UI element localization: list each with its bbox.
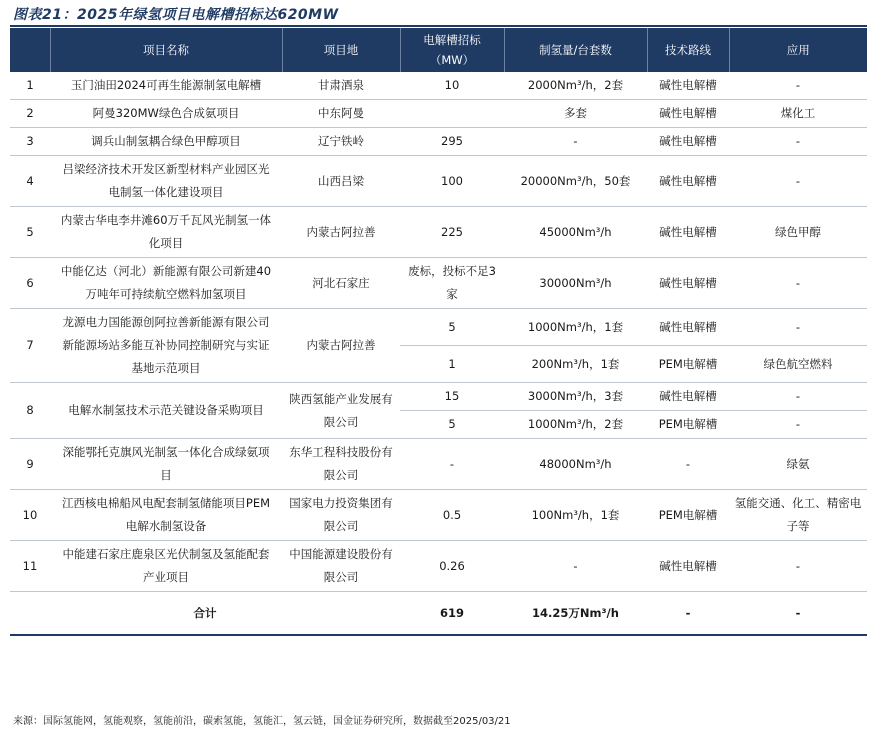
tender-mw: 10 bbox=[400, 72, 504, 100]
application: 氢能交通、化工、精密电子等 bbox=[729, 490, 867, 541]
project-name: 中能亿达（河北）新能源有限公司新建40万吨年可持续航空燃料加氢项目 bbox=[50, 258, 282, 309]
col-header-index bbox=[10, 28, 50, 72]
tender-mw: 5 bbox=[400, 411, 504, 439]
tech-route: 碱性电解槽 bbox=[647, 309, 729, 346]
project-location: 东华工程科技股份有限公司 bbox=[282, 439, 400, 490]
row-index: 7 bbox=[10, 309, 50, 383]
project-location: 河北石家庄 bbox=[282, 258, 400, 309]
table-row bbox=[10, 258, 867, 309]
tech-route: 碱性电解槽 bbox=[647, 72, 729, 100]
application: - bbox=[729, 128, 867, 156]
col-header-tender-unit: （MW） bbox=[429, 53, 475, 67]
table-row bbox=[10, 541, 867, 592]
application: - bbox=[729, 72, 867, 100]
project-name: 调兵山制氢耦合绿色甲醇项目 bbox=[50, 128, 282, 156]
tender-mw: - bbox=[400, 439, 504, 490]
total-tech: - bbox=[647, 592, 729, 636]
tech-route: 碱性电解槽 bbox=[647, 258, 729, 309]
project-location: 国家电力投资集团有限公司 bbox=[282, 490, 400, 541]
application: 煤化工 bbox=[729, 100, 867, 128]
project-location: 山西吕梁 bbox=[282, 156, 400, 207]
row-index: 10 bbox=[10, 490, 50, 541]
table-row bbox=[10, 439, 867, 490]
project-name: 内蒙古华电李井滩60万千瓦风光制氢一体化项目 bbox=[50, 207, 282, 258]
tender-mw: 100 bbox=[400, 156, 504, 207]
row-index: 6 bbox=[10, 258, 50, 309]
table-row bbox=[10, 207, 867, 258]
capacity: 多套 bbox=[504, 100, 647, 128]
project-name: 龙源电力国能源创阿拉善新能源有限公司新能源场站多能互补协同控制研究与实证基地示范项目 bbox=[50, 309, 282, 383]
tech-route: PEM电解槽 bbox=[647, 346, 729, 383]
tech-route: 碱性电解槽 bbox=[647, 207, 729, 258]
project-name: 电解水制氢技术示范关键设备采购项目 bbox=[50, 383, 282, 439]
row-index: 3 bbox=[10, 128, 50, 156]
project-name: 玉门油田2024可再生能源制氢电解槽 bbox=[50, 72, 282, 100]
tech-route: 碱性电解槽 bbox=[647, 383, 729, 411]
table-row bbox=[10, 100, 867, 128]
tech-route: 碱性电解槽 bbox=[647, 100, 729, 128]
tender-mw bbox=[400, 100, 504, 128]
project-location: 内蒙古阿拉善 bbox=[282, 309, 400, 383]
project-location: 辽宁铁岭 bbox=[282, 128, 400, 156]
tender-mw: 0.26 bbox=[400, 541, 504, 592]
tech-route: - bbox=[647, 439, 729, 490]
total-capacity: 14.25万Nm³/h bbox=[504, 592, 647, 636]
col-header-name: 项目名称 bbox=[50, 28, 282, 72]
capacity: 3000Nm³/h，3套 bbox=[504, 383, 647, 411]
col-header-location: 项目地 bbox=[282, 28, 400, 72]
col-header-tender-label: 电解槽招标 bbox=[423, 33, 481, 47]
total-label: 合计 bbox=[10, 592, 400, 636]
capacity: 1000Nm³/h，2套 bbox=[504, 411, 647, 439]
total-row bbox=[10, 592, 867, 636]
col-header-app: 应用 bbox=[729, 28, 867, 72]
tender-mw: 5 bbox=[400, 309, 504, 346]
row-index: 4 bbox=[10, 156, 50, 207]
tender-mw: 15 bbox=[400, 383, 504, 411]
row-index: 2 bbox=[10, 100, 50, 128]
tender-mw: 1 bbox=[400, 346, 504, 383]
table-row bbox=[10, 128, 867, 156]
table-row bbox=[10, 309, 867, 346]
tech-route: 碱性电解槽 bbox=[647, 156, 729, 207]
table-row bbox=[10, 156, 867, 207]
application: - bbox=[729, 411, 867, 439]
capacity: 200Nm³/h，1套 bbox=[504, 346, 647, 383]
project-location: 甘肃酒泉 bbox=[282, 72, 400, 100]
project-name: 阿曼320MW绿色合成氨项目 bbox=[50, 100, 282, 128]
total-app: - bbox=[729, 592, 867, 636]
tech-route: 碱性电解槽 bbox=[647, 541, 729, 592]
project-location: 陕西氢能产业发展有限公司 bbox=[282, 383, 400, 439]
capacity: 1000Nm³/h，1套 bbox=[504, 309, 647, 346]
table-row bbox=[10, 72, 867, 100]
header-row bbox=[10, 28, 867, 72]
col-header-tech: 技术路线 bbox=[647, 28, 729, 72]
col-header-capacity: 制氢量/台套数 bbox=[504, 28, 647, 72]
col-header-tender bbox=[400, 28, 504, 72]
tech-route: PEM电解槽 bbox=[647, 490, 729, 541]
application: 绿色航空燃料 bbox=[729, 346, 867, 383]
project-name: 中能建石家庄鹿泉区光伏制氢及氢能配套产业项目 bbox=[50, 541, 282, 592]
row-index: 5 bbox=[10, 207, 50, 258]
capacity: 100Nm³/h，1套 bbox=[504, 490, 647, 541]
application: - bbox=[729, 383, 867, 411]
application: - bbox=[729, 156, 867, 207]
capacity: - bbox=[504, 541, 647, 592]
application: 绿氨 bbox=[729, 439, 867, 490]
application: - bbox=[729, 258, 867, 309]
capacity: 48000Nm³/h bbox=[504, 439, 647, 490]
application: - bbox=[729, 309, 867, 346]
tender-table bbox=[10, 28, 867, 636]
project-location: 中国能源建设股份有限公司 bbox=[282, 541, 400, 592]
project-location: 内蒙古阿拉善 bbox=[282, 207, 400, 258]
table-row bbox=[10, 383, 867, 411]
capacity: 20000Nm³/h，50套 bbox=[504, 156, 647, 207]
tender-mw: 225 bbox=[400, 207, 504, 258]
capacity: 30000Nm³/h bbox=[504, 258, 647, 309]
tech-route: PEM电解槽 bbox=[647, 411, 729, 439]
source-note: 来源：国际氢能网，氢能观察，氢能前沿，碳索氢能，氢能汇，氢云链，国金证券研究所，数据截至2025/03/21 bbox=[13, 716, 511, 727]
application: - bbox=[729, 541, 867, 592]
table-row bbox=[10, 490, 867, 541]
capacity: 45000Nm³/h bbox=[504, 207, 647, 258]
row-index: 9 bbox=[10, 439, 50, 490]
title-rule bbox=[10, 25, 867, 27]
row-index: 11 bbox=[10, 541, 50, 592]
application: 绿色甲醇 bbox=[729, 207, 867, 258]
row-index: 8 bbox=[10, 383, 50, 439]
project-name: 江西核电棉船风电配套制氢储能项目PEM电解水制氢设备 bbox=[50, 490, 282, 541]
capacity: - bbox=[504, 128, 647, 156]
project-location: 中东阿曼 bbox=[282, 100, 400, 128]
tender-mw: 0.5 bbox=[400, 490, 504, 541]
row-index: 1 bbox=[10, 72, 50, 100]
figure-title: 图表21：2025年绿氢项目电解槽招标达620MW bbox=[13, 7, 339, 23]
tech-route: 碱性电解槽 bbox=[647, 128, 729, 156]
project-name: 吕梁经济技术开发区新型材料产业园区光电制氢一体化建设项目 bbox=[50, 156, 282, 207]
total-tender: 619 bbox=[400, 592, 504, 636]
capacity: 2000Nm³/h，2套 bbox=[504, 72, 647, 100]
project-name: 深能鄂托克旗风光制氢一体化合成绿氨项目 bbox=[50, 439, 282, 490]
tender-mw: 295 bbox=[400, 128, 504, 156]
tender-mw: 废标，投标不足3家 bbox=[400, 258, 504, 309]
